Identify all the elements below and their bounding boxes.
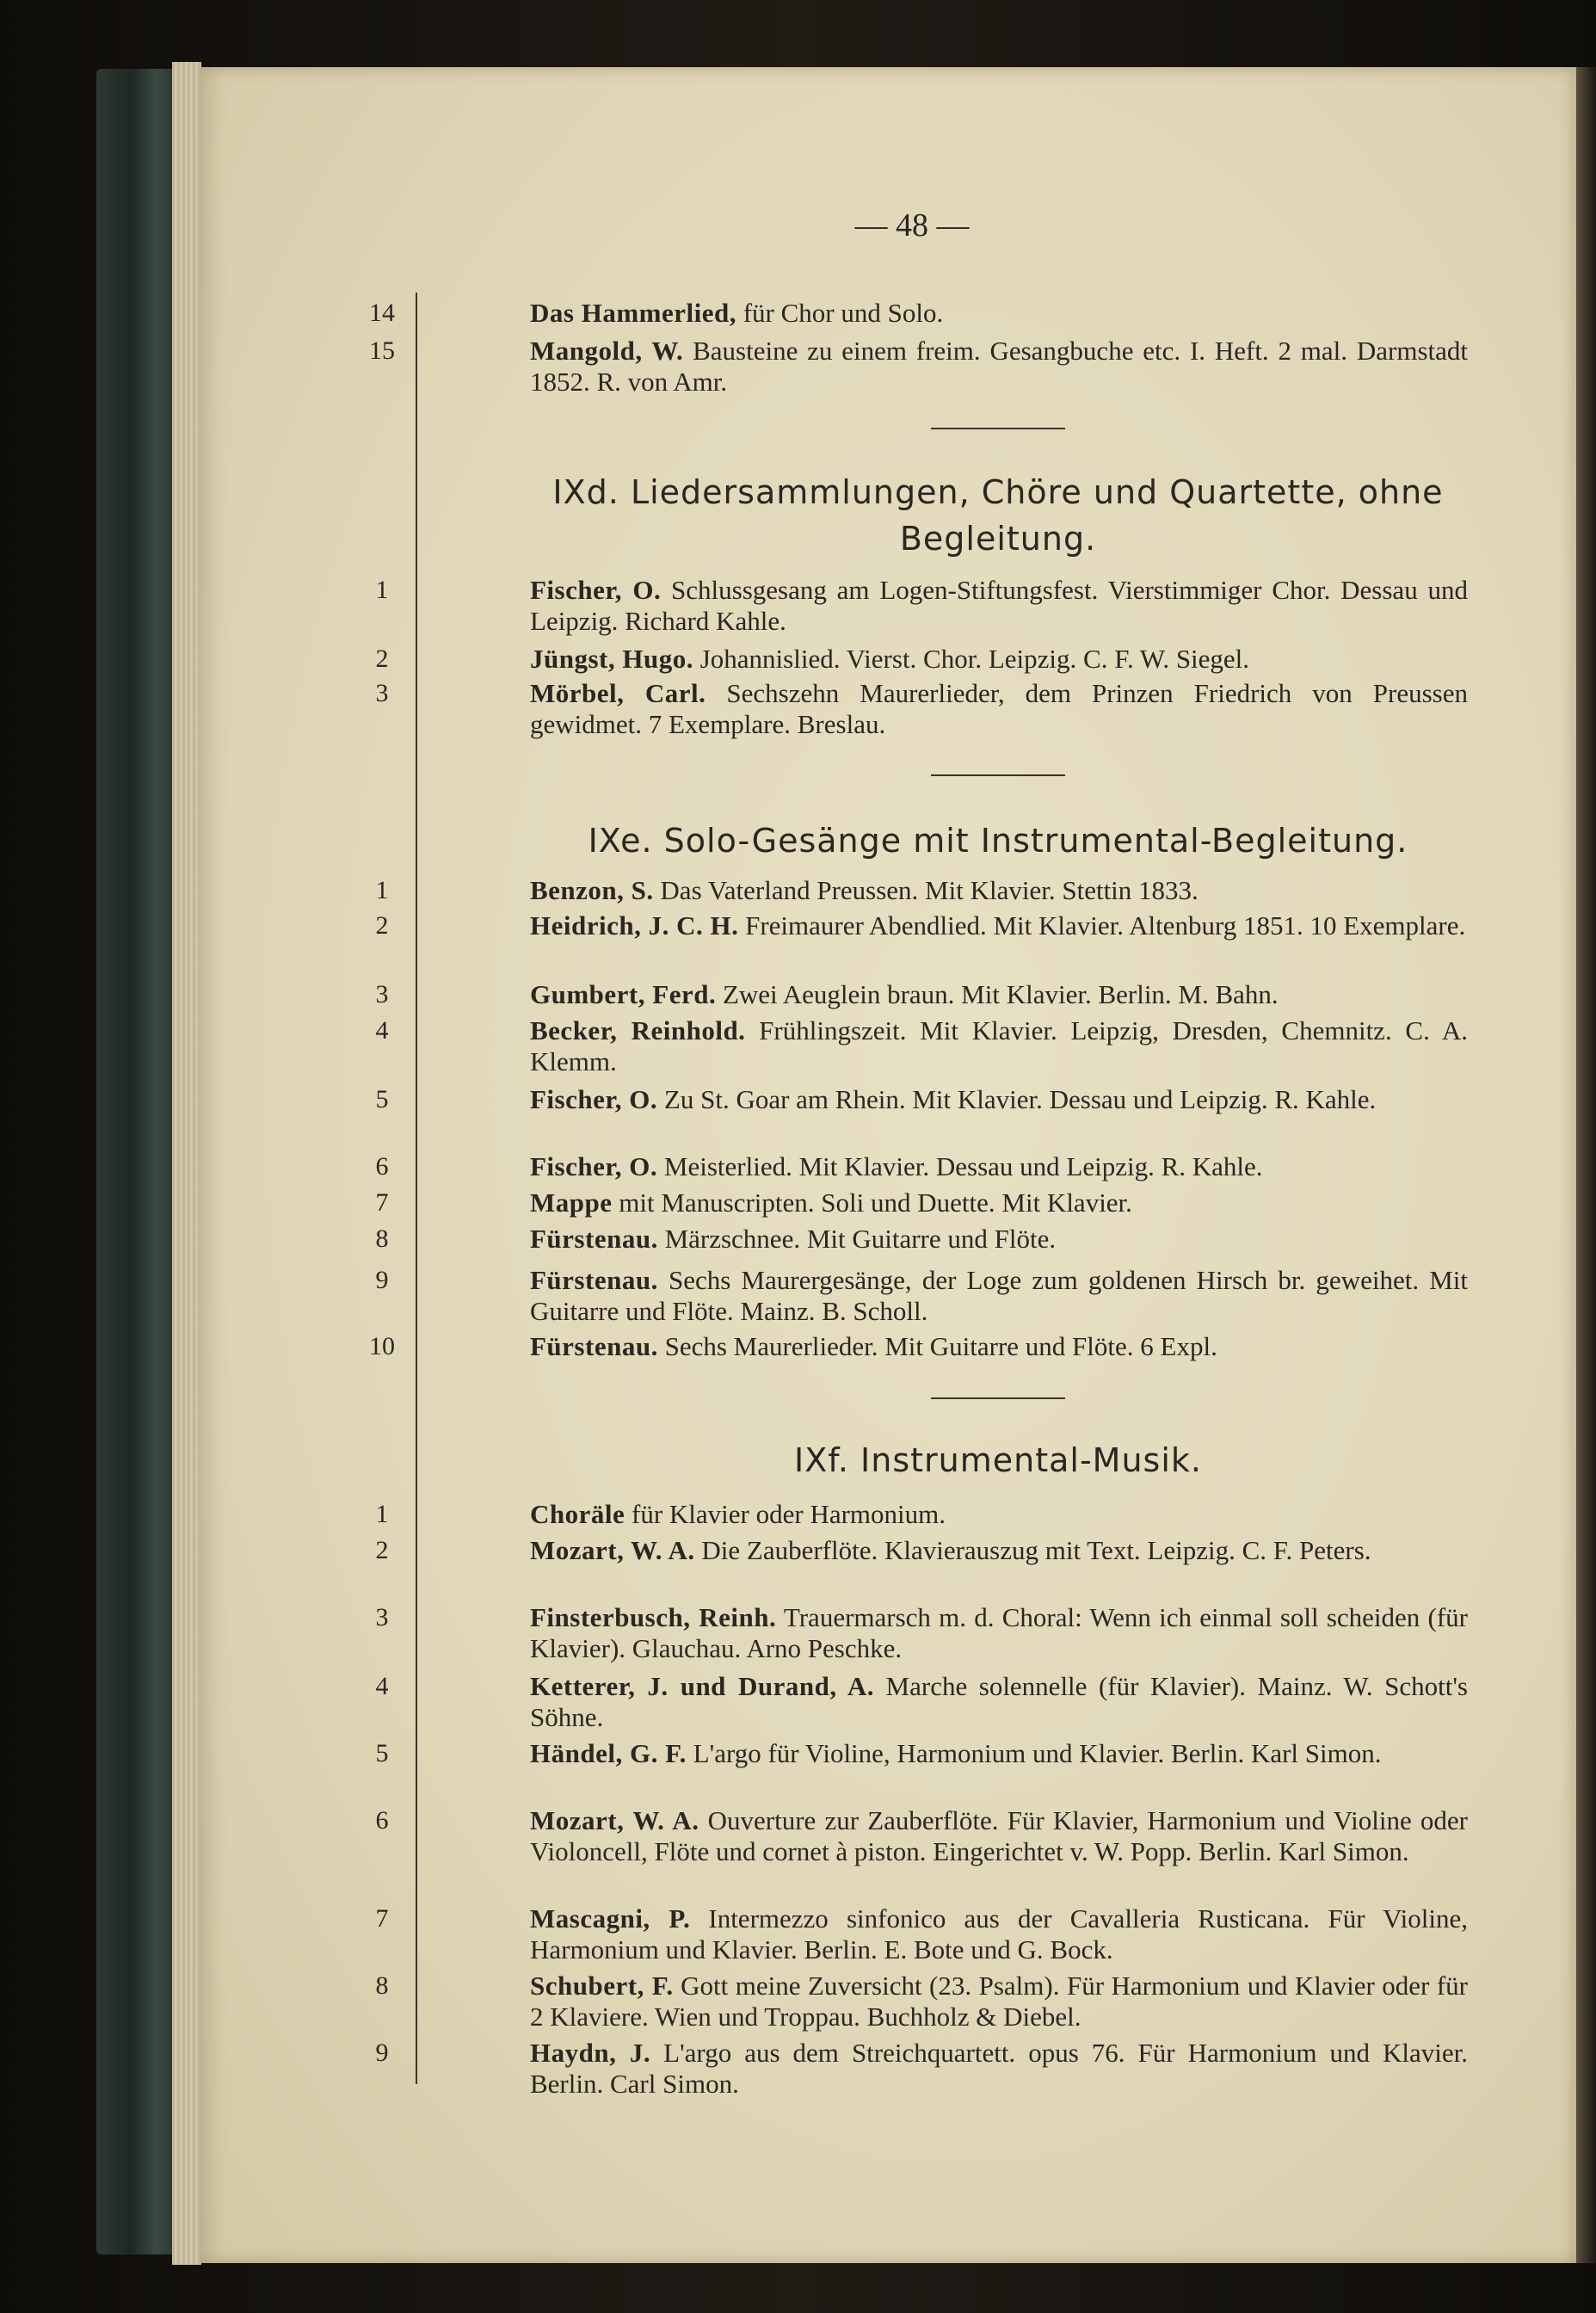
margin-rule xyxy=(416,293,417,2084)
entry-text: Das Vaterland Preussen. Mit Klavier. Stettin 1833. xyxy=(653,875,1199,905)
entry-author: Mozart, W. A. xyxy=(530,1805,699,1835)
entry xyxy=(530,1805,1468,1867)
page-number: — 48 — xyxy=(854,207,970,244)
entry-number: 9 xyxy=(375,1266,389,1294)
entry xyxy=(530,298,1468,329)
entry-text: Die Zauberflöte. Klavierauszug mit Text. Leipzig. C. F. Peters. xyxy=(694,1535,1371,1565)
entry-author: Fürstenau. xyxy=(530,1224,658,1254)
entry-number: 6 xyxy=(375,1152,389,1181)
entry-text: Ouverture zur Zauberflöte. Für Klavier, Harmonium und Violine oder Violoncell, Flöte und cornet à piston. Eingerichtet v. W. Popp. Berlin. Karl Simon. xyxy=(530,1805,1468,1866)
entry-text: Schlussgesang am Logen-Stiftungsfest. Vierstimmiger Chor. Dessau und Leipzig. Richard Kahle. xyxy=(530,575,1468,636)
section-heading: IXd. Liedersammlungen, Chöre und Quartette, ohne Begleitung. xyxy=(552,473,1444,558)
entry-number: 7 xyxy=(375,1188,389,1217)
entry xyxy=(530,1015,1468,1077)
separator-line xyxy=(931,1397,1065,1399)
entry-text: Marche solennelle (für Klavier). Mainz. W. Schott's Söhne. xyxy=(530,1671,1468,1732)
entry xyxy=(530,1265,1468,1327)
entry-text: Gott meine Zuversicht (23. Psalm). Für Harmonium und Klavier oder für 2 Klaviere. Wien und Troppau. Buchholz & Diebel. xyxy=(530,1971,1469,2032)
page-gutter-shadow xyxy=(1576,67,1596,2263)
entry xyxy=(530,1903,1468,1965)
entry xyxy=(530,2038,1468,2100)
entry-number: 4 xyxy=(375,1016,389,1045)
entry-author: Heidrich, J. C. H. xyxy=(530,910,739,941)
entry-text: Freimaurer Abendlied. Mit Klavier. Altenburg 1851. 10 Exemplare. xyxy=(738,910,1466,941)
entry-number: 3 xyxy=(375,1603,389,1631)
entry-number: 6 xyxy=(375,1806,389,1835)
entry xyxy=(530,644,1468,675)
entry xyxy=(530,1187,1468,1218)
entry xyxy=(530,1084,1468,1115)
entry xyxy=(530,979,1468,1010)
entry-text: Sechs Maurergesänge, der Loge zum goldenen Hirsch br. geweihet. Mit Guitarre und Flöte. Mainz. B. Scholl. xyxy=(530,1265,1468,1326)
entry-number: 5 xyxy=(375,1739,389,1767)
entry-author: Ketterer, J. und Durand, A. xyxy=(530,1671,875,1701)
entry-text: L'argo aus dem Streichquartett. opus 76. Für Harmonium und Klavier. Berlin. Carl Simon. xyxy=(530,2038,1468,2099)
entry xyxy=(530,1499,1468,1530)
entry-text: mit Manuscripten. Soli und Duette. Mit Klavier. xyxy=(612,1187,1132,1218)
entry xyxy=(530,575,1468,637)
book-spine xyxy=(96,69,182,2254)
page-edges xyxy=(172,62,201,2265)
entry xyxy=(530,1224,1468,1255)
entry-author: Fürstenau. xyxy=(530,1265,658,1295)
entry-text: für Chor und Solo. xyxy=(736,298,944,328)
entry-author: Fischer, O. xyxy=(530,575,662,605)
entry-number: 9 xyxy=(375,2039,389,2067)
entry-text: Zu St. Goar am Rhein. Mit Klavier. Dessau und Leipzig. R. Kahle. xyxy=(657,1084,1377,1114)
entry-number: 2 xyxy=(375,911,389,940)
entry-text: Meisterlied. Mit Klavier. Dessau und Leipzig. R. Kahle. xyxy=(657,1151,1263,1181)
entry-author: Fürstenau. xyxy=(530,1331,658,1361)
entry-author: Mappe xyxy=(530,1187,613,1218)
entry-text: Bausteine zu einem freim. Gesangbuche etc. I. Heft. 2 mal. Darmstadt 1852. R. von Amr. xyxy=(530,336,1468,397)
entry-author: Schubert, F. xyxy=(530,1971,674,2001)
entry-author: Choräle xyxy=(530,1499,625,1529)
entry-number: 2 xyxy=(375,1536,389,1564)
entry-number: 3 xyxy=(375,980,389,1008)
entry-number: 1 xyxy=(375,576,389,604)
entry-text: für Klavier oder Harmonium. xyxy=(625,1499,946,1529)
entry-number: 1 xyxy=(375,876,389,904)
entry-text: L'argo für Violine, Harmonium und Klavier. Berlin. Karl Simon. xyxy=(686,1738,1382,1768)
entry xyxy=(530,678,1468,740)
entry-author: Benzon, S. xyxy=(530,875,654,905)
entry-author: Mangold, W. xyxy=(530,336,684,366)
entry-author: Fischer, O. xyxy=(530,1151,658,1181)
entry-text: Johannislied. Vierst. Chor. Leipzig. C. F. W. Siegel. xyxy=(693,644,1250,674)
entry-number: 7 xyxy=(375,1904,389,1933)
entry xyxy=(530,1671,1468,1733)
entry-author: Fischer, O. xyxy=(530,1084,658,1114)
entry xyxy=(530,910,1468,941)
entry-number: 4 xyxy=(375,1672,389,1700)
entry-number: 10 xyxy=(369,1332,395,1360)
entry-author: Becker, Reinhold. xyxy=(530,1015,746,1045)
entry-author: Mörbel, Carl. xyxy=(530,678,706,708)
entry-author: Das Hammerlied, xyxy=(530,298,736,328)
entry-number: 8 xyxy=(375,1971,389,2000)
entry-text: Frühlingszeit. Mit Klavier. Leipzig, Dresden, Chemnitz. C. A. Klemm. xyxy=(530,1015,1468,1076)
entry-number: 8 xyxy=(375,1224,389,1253)
entry xyxy=(530,1602,1468,1664)
entry xyxy=(530,1738,1468,1769)
entry-number: 5 xyxy=(375,1085,389,1113)
section-heading: IXe. Solo-Gesänge mit Instrumental-Begleitung. xyxy=(588,822,1408,860)
entry-author: Haydn, J. xyxy=(530,2038,651,2068)
separator-line xyxy=(931,428,1065,429)
entry xyxy=(530,1971,1468,2032)
entry xyxy=(530,336,1468,398)
entry-author: Mozart, W. A. xyxy=(530,1535,695,1565)
entry xyxy=(530,1535,1468,1566)
entry-author: Händel, G. F. xyxy=(530,1738,687,1768)
entry-text: Märzschnee. Mit Guitarre und Flöte. xyxy=(657,1224,1057,1254)
entry-author: Jüngst, Hugo. xyxy=(530,644,693,674)
entry-text: Trauermarsch m. d. Choral: Wenn ich einmal soll scheiden (für Klavier). Glauchau. Arno Peschke. xyxy=(530,1602,1468,1663)
entry-number: 1 xyxy=(375,1500,389,1528)
entry xyxy=(530,875,1468,906)
separator-line xyxy=(931,774,1065,776)
section-heading: IXf. Instrumental-Musik. xyxy=(794,1441,1202,1479)
entry-author: Gumbert, Ferd. xyxy=(530,979,717,1009)
entry-author: Mascagni, P. xyxy=(530,1903,691,1934)
entry xyxy=(530,1151,1468,1182)
entry-text: Sechszehn Maurerlieder, dem Prinzen Friedrich von Preussen gewidmet. 7 Exemplare. Breslau. xyxy=(530,678,1469,739)
entry-text: Intermezzo sinfonico aus der Cavalleria Rusticana. Für Violine, Harmonium und Klavier. Berlin. E. Bote und G. Bock. xyxy=(530,1903,1468,1965)
entry xyxy=(530,1331,1468,1362)
entry-number: 3 xyxy=(375,679,389,707)
entry-number: 15 xyxy=(369,336,395,365)
entry-author: Finsterbusch, Reinh. xyxy=(530,1602,777,1632)
entry-number: 2 xyxy=(375,645,389,673)
entry-number: 14 xyxy=(369,299,395,327)
entry-text: Zwei Aeuglein braun. Mit Klavier. Berlin. M. Bahn. xyxy=(716,979,1279,1009)
entry-text: Sechs Maurerlieder. Mit Guitarre und Flöte. 6 Expl. xyxy=(657,1331,1217,1361)
